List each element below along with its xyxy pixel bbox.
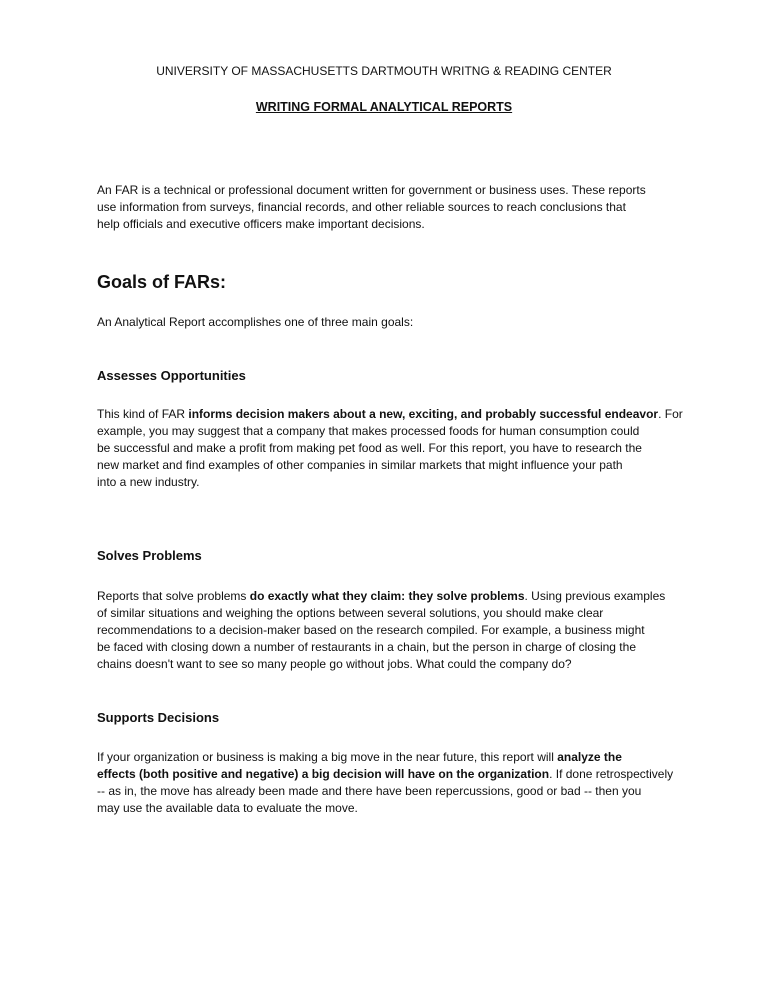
text: into a new industry. bbox=[97, 475, 200, 489]
section-paragraph-supports-decisions bbox=[97, 749, 673, 817]
text-line bbox=[97, 406, 683, 423]
section-heading-solves-problems: Solves Problems bbox=[97, 548, 202, 563]
text-line bbox=[97, 457, 683, 474]
section-heading-assesses-opportunities: Assesses Opportunities bbox=[97, 368, 246, 383]
text-line bbox=[97, 656, 665, 673]
text: An FAR is a technical or professional document written for government or business uses. These reports bbox=[97, 183, 646, 197]
text: of similar situations and weighing the options between several solutions, you should make clear bbox=[97, 606, 604, 620]
text-line bbox=[97, 605, 665, 622]
text: . For bbox=[658, 407, 683, 421]
text: recommendations to a decision-maker based on the research compiled. For example, a business might bbox=[97, 623, 645, 637]
bold-text: informs decision makers about a new, exciting, and probably successful endeavor bbox=[188, 407, 659, 421]
bold-text: do exactly what they claim: they solve problems bbox=[249, 589, 525, 603]
bold-text: analyze the bbox=[557, 750, 622, 764]
text-line bbox=[97, 749, 673, 766]
text-line bbox=[97, 783, 673, 800]
document-title-text: WRITING FORMAL ANALYTICAL REPORTS bbox=[255, 100, 513, 114]
text-line bbox=[97, 423, 683, 440]
intro-paragraph bbox=[97, 182, 646, 233]
text-line bbox=[97, 216, 646, 233]
text-line bbox=[97, 800, 673, 817]
text: -- as in, the move has already been made and there have been repercussions, good or bad -- then you bbox=[97, 784, 642, 798]
institution-header: UNIVERSITY OF MASSACHUSETTS DARTMOUTH WRITNG & READING CENTER bbox=[156, 64, 612, 78]
text: If your organization or business is making a big move in the near future, this report will bbox=[97, 750, 558, 764]
document-title bbox=[0, 100, 768, 114]
text: be successful and make a profit from making pet food as well. For this report, you have to research the bbox=[97, 441, 642, 455]
text-line bbox=[97, 474, 683, 491]
bold-text: effects (both positive and negative) a big decision will have on the organization bbox=[97, 767, 550, 781]
text: be faced with closing down a number of restaurants in a chain, but the person in charge of closing the bbox=[97, 640, 636, 654]
text: use information from surveys, financial records, and other reliable sources to reach conclusions that bbox=[97, 200, 626, 214]
text-line bbox=[97, 588, 665, 605]
text-line bbox=[97, 182, 646, 199]
text: . If done retrospectively bbox=[549, 767, 674, 781]
goals-heading: Goals of FARs: bbox=[97, 272, 227, 292]
text: chains doesn't want to see so many people go without jobs. What could the company do? bbox=[97, 657, 572, 671]
text-line bbox=[97, 440, 683, 457]
text: new market and find examples of other companies in similar markets that might influence your path bbox=[97, 458, 623, 472]
text-line bbox=[97, 199, 646, 216]
text-line bbox=[97, 314, 413, 331]
text: . Using previous examples bbox=[524, 589, 666, 603]
text-line bbox=[97, 766, 673, 783]
text: help officials and executive officers make important decisions. bbox=[97, 217, 425, 231]
text-line bbox=[97, 622, 665, 639]
text: An Analytical Report accomplishes one of three main goals: bbox=[97, 315, 414, 329]
section-heading-supports-decisions: Supports Decisions bbox=[97, 710, 220, 725]
text: Reports that solve problems bbox=[97, 589, 250, 603]
text: This kind of FAR bbox=[97, 407, 189, 421]
text: may use the available data to evaluate the move. bbox=[97, 801, 358, 815]
text-line bbox=[97, 639, 665, 656]
text: example, you may suggest that a company that makes processed foods for human consumption could bbox=[97, 424, 640, 438]
section-paragraph-assesses-opportunities bbox=[97, 406, 683, 491]
section-paragraph-solves-problems bbox=[97, 588, 665, 673]
goals-intro-paragraph bbox=[97, 314, 413, 331]
